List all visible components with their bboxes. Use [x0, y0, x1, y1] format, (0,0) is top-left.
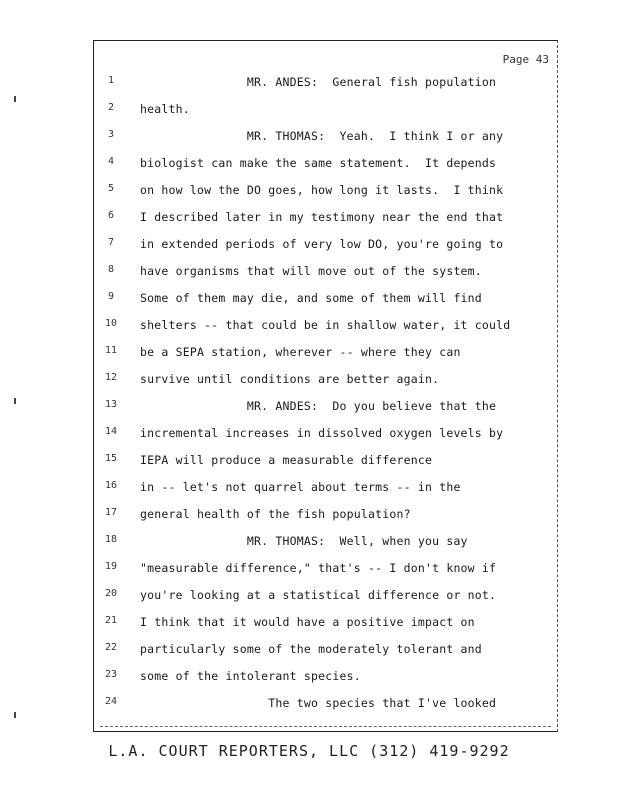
line-number: 13: [104, 399, 118, 410]
line-text: I think that it would have a positive impact on: [140, 615, 475, 629]
line-text: I described later in my testimony near the end that: [140, 210, 504, 224]
margin-mark: [14, 398, 16, 404]
transcript-line: [94, 156, 557, 183]
line-text: MR. ANDES: Do you believe that the: [140, 399, 497, 413]
line-number: 22: [104, 642, 118, 653]
transcript-page: [93, 40, 558, 732]
line-text: IEPA will produce a measurable difference: [140, 453, 433, 467]
line-text: some of the intolerant species.: [140, 669, 361, 683]
transcript-line: [94, 399, 557, 426]
transcript-line: [94, 318, 557, 345]
line-text: MR. ANDES: General fish population: [140, 75, 497, 89]
line-number: 12: [104, 372, 118, 383]
transcript-line: [94, 615, 557, 642]
line-text: particularly some of the moderately tolerant and: [140, 642, 482, 656]
line-text: on how low the DO goes, how long it lasts. I think: [140, 183, 504, 197]
transcript-line: [94, 561, 557, 588]
line-number: 19: [104, 561, 118, 572]
line-text: in extended periods of very low DO, you're going to: [140, 237, 504, 251]
transcript-line: [94, 183, 557, 210]
line-number: 4: [107, 156, 115, 167]
line-number: 16: [104, 480, 118, 491]
transcript-line: [94, 237, 557, 264]
line-text: shelters -- that could be in shallow water, it could: [140, 318, 511, 332]
line-number: 7: [107, 237, 115, 248]
line-text: Some of them may die, and some of them will find: [140, 291, 482, 305]
transcript-line: [94, 534, 557, 561]
transcript-line: [94, 507, 557, 534]
transcript-line: [94, 669, 557, 696]
transcript-line: [94, 129, 557, 156]
line-number: 21: [104, 615, 118, 626]
line-text: incremental increases in dissolved oxygen levels by: [140, 426, 504, 440]
page-bottom-rule: [100, 726, 551, 727]
line-text: have organisms that will move out of the system.: [140, 264, 482, 278]
line-number: 20: [104, 588, 118, 599]
line-text: general health of the fish population?: [140, 507, 411, 521]
line-number: 8: [107, 264, 115, 275]
transcript-line: [94, 75, 557, 102]
line-number: 3: [107, 129, 115, 140]
line-number: 9: [107, 291, 115, 302]
line-number: 18: [104, 534, 118, 545]
line-text: MR. THOMAS: Yeah. I think I or any: [140, 129, 504, 143]
line-text: biologist can make the same statement. It depends: [140, 156, 497, 170]
transcript-line: [94, 291, 557, 318]
transcript-line: [94, 480, 557, 507]
court-reporter-footer: L.A. COURT REPORTERS, LLC (312) 419-9292: [108, 742, 510, 760]
line-text: in -- let's not quarrel about terms -- in the: [140, 480, 461, 494]
line-text: "measurable difference," that's -- I don't know if: [140, 561, 497, 575]
line-number: 23: [104, 669, 118, 680]
line-number: 1: [107, 75, 115, 86]
line-text: you're looking at a statistical difference or not.: [140, 588, 497, 602]
transcript-line: [94, 426, 557, 453]
transcript-line: [94, 372, 557, 399]
page-number: Page 43: [502, 53, 549, 66]
transcript-line: [94, 588, 557, 615]
transcript-line: [94, 696, 557, 723]
line-number: 10: [104, 318, 118, 329]
transcript-line: [94, 453, 557, 480]
line-number: 5: [107, 183, 115, 194]
line-number: 14: [104, 426, 118, 437]
line-text: be a SEPA station, wherever -- where they can: [140, 345, 461, 359]
line-number: 11: [104, 345, 118, 356]
transcript-line: [94, 345, 557, 372]
line-number: 17: [104, 507, 118, 518]
line-text: The two species that I've looked: [140, 696, 497, 710]
transcript-line: [94, 102, 557, 129]
transcript-line: [94, 642, 557, 669]
line-text: survive until conditions are better again.: [140, 372, 440, 386]
line-number: 6: [107, 210, 115, 221]
line-number: 24: [104, 696, 118, 707]
line-number: 2: [107, 102, 115, 113]
transcript-line: [94, 264, 557, 291]
line-number: 15: [104, 453, 118, 464]
transcript-line: [94, 210, 557, 237]
line-text: health.: [140, 102, 190, 116]
margin-mark: [14, 712, 16, 718]
margin-mark: [14, 96, 16, 102]
line-text: MR. THOMAS: Well, when you say: [140, 534, 468, 548]
